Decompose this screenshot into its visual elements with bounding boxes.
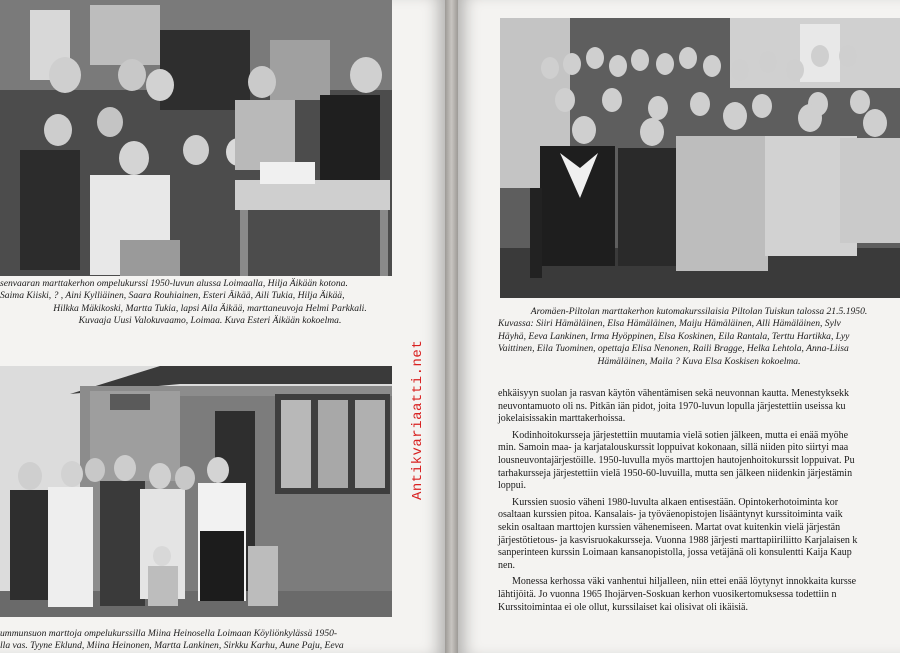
text-line: tarhakursseja järjestettiin vielä 1950-60-luvuilla, mutta sen jälkeen niidenkin järjestämin: [498, 467, 853, 479]
text-line: lähtijöitä. Jo vuonna 1965 Ihojärven-Soskuan kerhon vuosikertomuksessa todettiin n: [498, 588, 837, 600]
bottom-photo-caption: [0, 628, 440, 653]
caption-line: Kuvassa: Siiri Hämäläinen, Elsa Hämäläinen, Maiju Hämäläinen, Alli Hämäläinen, Sylv: [498, 318, 841, 330]
caption-line: Hämäläinen, Maila ? Kuva Elsa Koskisen kokoelma.: [597, 355, 801, 367]
weaving-photo-caption: [498, 306, 900, 368]
text-line: loppui.: [498, 480, 527, 492]
house-group-photo: [0, 366, 392, 617]
top-photo-caption: [0, 278, 420, 328]
caption-line: senvaaran marttakerhon ompelukurssi 1950-luvun alussa Loimaalla, Hilja Äikään kotona.: [0, 278, 348, 289]
caption-line: Kuvaaja Uusi Valokuvaamo, Loimaa. Kuva Esteri Äikään kokoelma.: [78, 315, 342, 327]
text-line: neuvontamuoto oli ns. Pitkän iän pidot, joita 1970-luvun lopulla järjestettiin useissa ku: [498, 400, 846, 412]
body-text: [498, 388, 900, 618]
text-line: Kurssien suosio väheni 1980-luvulta alkaen entisestään. Opintokerhotoiminta kor: [512, 496, 839, 508]
caption-line: ummunsuon marttoja ompelukurssilla Miina Heinosella Loimaan Köyliönkylässä 1950-: [0, 628, 338, 639]
left-page: [0, 0, 445, 653]
text-line: lousneuvontajärjestöille. 1950-luvulla myös marttojen hautojenhoitokurssit loppuivat. Pu: [498, 454, 855, 466]
sewing-course-photo: [0, 0, 392, 276]
caption-line: Saima Kiiski, ? , Aini Kylliäinen, Saara Rouhiainen, Esteri Äikää, Aili Tukia, Hilja Äikää,: [0, 290, 345, 302]
text-line: jokelaisissakin marttakerhoissa.: [498, 413, 626, 425]
right-page: [458, 0, 900, 653]
text-line: osaltaan kurssien pitoa. Kansalais- ja työväenopistojen lisääntynyt kurssitoiminta vaik: [498, 509, 843, 521]
text-line: Kurssitoimintaa ei ole ollut, kurssilaiset kai olisivat oli ikäisiä.: [498, 601, 748, 613]
text-line: nen.: [498, 559, 515, 571]
caption-line: Vaittinen, Eila Tuominen, opettaja Elisa Nenonen, Raili Bragge, Helka Lehtola, Anna-Liisa: [498, 343, 849, 355]
caption-line: Hilkka Mäkikoski, Martta Tukia, lapsi Aila Äikää, marttaneuvoja Helmi Parkkali.: [53, 302, 367, 314]
text-line: sekin osaltaan marttojen kurssien vähenemiseen. Martat ovat kuitenkin vielä järjestän: [498, 521, 841, 533]
text-line: Kodinhoitokursseja järjestettiin muutamia vielä sotien jälkeen, mutta ei enää myöhe: [512, 429, 849, 441]
paragraph: [498, 497, 900, 573]
text-line: sanperinteen kurssin Loimaan kansanopistolla, jossa vetäjänä oli konsulentti Kaija Kaup: [498, 547, 852, 559]
text-line: Monessa kerhossa väki vanhentui hiljalleen, niin ettei enää löytynyt innokkaita kursse: [512, 576, 857, 588]
paragraph: [498, 576, 900, 614]
text-line: järjestötietous- ja kasvisruokakursseja. Vuonna 1988 järjesti marttapiiriliitto Karjalaisen k: [498, 534, 858, 546]
caption-line: Häyhä, Eeva Lankinen, Irma Hyöppinen, Elsa Koskinen, Eila Rantala, Terttu Hartikka, Lyy: [498, 330, 850, 342]
caption-line: lla vas. Tyyne Eklund, Miina Heinonen, Martta Lankinen, Sirkku Karhu, Aune Paju, Eeva: [0, 640, 344, 652]
paragraph: [498, 430, 900, 493]
text-line: min. Samoin maa- ja karjatalouskurssit loppuivat kokonaan, sillä niiden pito siirtyi maa: [498, 442, 849, 454]
book-gutter: [445, 0, 458, 653]
watermark-text: Antikvariaatti.net: [410, 339, 426, 500]
paragraph: [498, 388, 900, 426]
text-line: ehkäisyyn suolan ja rasvan käytön vähentämisen sekä neuvonnan kautta. Menestyksekk: [498, 388, 850, 399]
caption-line: Aromäen-Piltolan marttakerhon kutomakurssilaisia Piltolan Tuiskun talossa 21.5.1950.: [530, 306, 868, 317]
weaving-course-photo: [500, 18, 900, 298]
